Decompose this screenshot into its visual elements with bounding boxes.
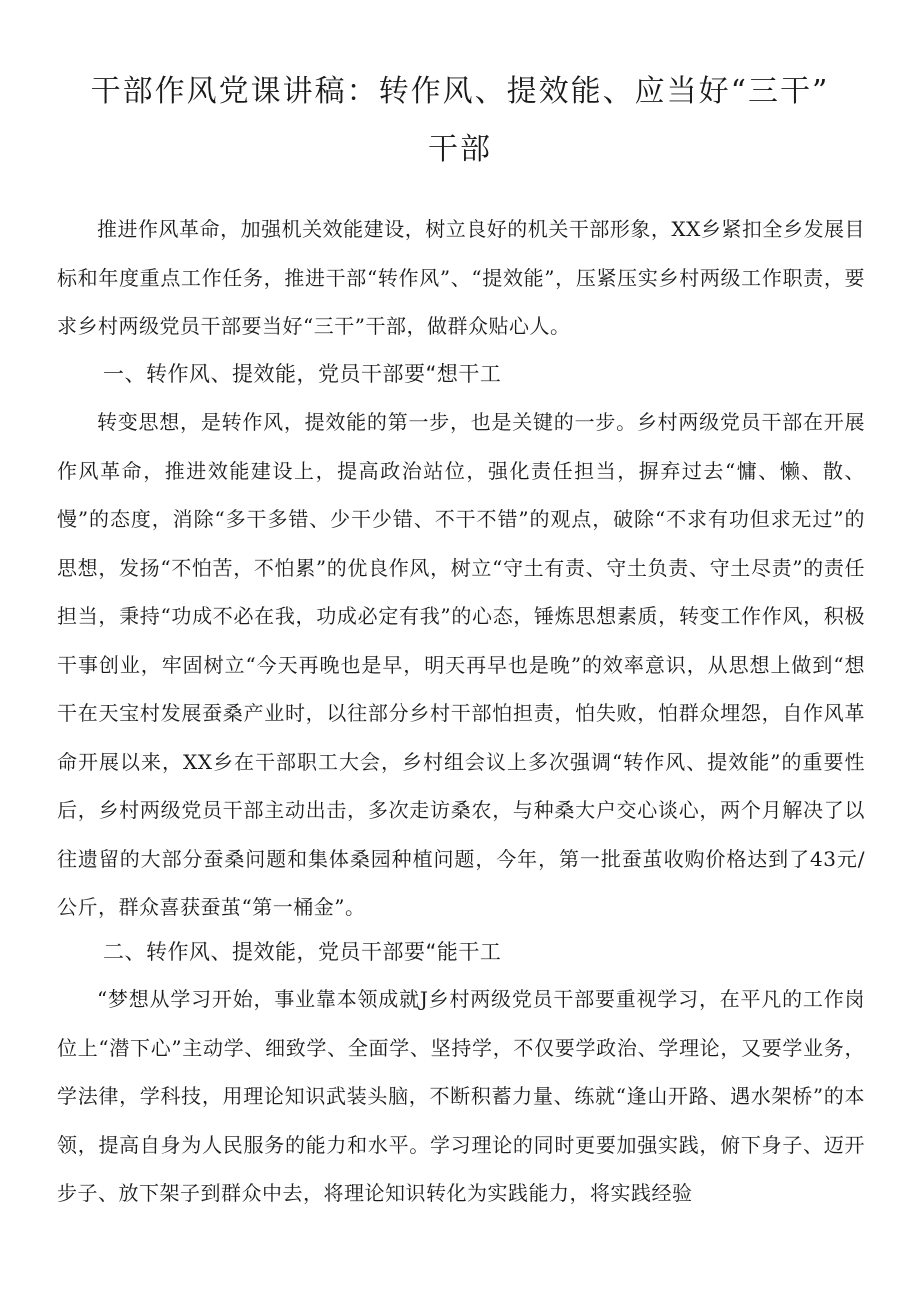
document-title-line1: 干部作风党课讲稿：转作风、提效能、应当好“三干”: [90, 74, 830, 109]
section2-heading: 二、转作风、提效能，党员干部要“能干工: [103, 940, 502, 964]
intro-paragraph: 推进作风革命，加强机关效能建设，树立良好的机关干部形象，XX乡紧扣全乡发展目标和年度重点工作任务，推进干部“转作风”、“提效能”，压紧压实乡村两级工作职责，要求乡村两级党员干部要当好“三干”干部，做群众贴心人。: [57, 217, 865, 338]
document-title-line2: 干部: [428, 132, 492, 167]
section1-heading: 一、转作风、提效能，党员干部要“想干工: [103, 362, 502, 386]
section2-paragraph: “梦想从学习开始，事业靠本领成就J乡村两级党员干部要重视学习，在平凡的工作岗位上“潜下心”主动学、细致学、全面学、坚持学，不仅要学政治、学理论，又要学业务，学法律，学科技，用理论知识武装头脑，不断积蓄力量、练就“逢山开路、遇水架桥”的本领，提高自身为人民服务的能力和水平。学习理论的同时更要加强实践，俯下身子、迈开步子、放下架子到群众中去，将理论知识转化为实践能力，将实践经验: [57, 987, 865, 1205]
section1-paragraph: 转变思想，是转作风，提效能的第一步，也是关键的一步。乡村两级党员干部在开展作风革命，推进效能建设上，提高政治站位，强化责任担当，摒弃过去“慵、懒、散、慢”的态度，消除“多干多错、少干少错、不干不错”的观点，破除“不求有功但求无过”的思想，发扬“不怕苦，不怕累”的优良作风，树立“守土有责、守土负责、守土尽责”的责任担当，秉持“功成不必在我，功成必定有我”的心态，锤炼思想素质，转变工作作风，积极干事创业，牢固树立“今天再晚也是早，明天再早也是晚”的效率意识，从思想上做到“想干在天宝村发展蚕桑产业时，以往部分乡村干部怕担责，怕失败，怕群众埋怨，自作风革命开展以来，XX乡在干部职工大会，乡村组会议上多次强调“转作风、提效能”的重要性后，乡村两级党员干部主动出击，多次走访桑农，与种桑大户交心谈心，两个月解决了以往遗留的大部分蚕桑问题和集体桑园种植问题，今年，第一批蚕茧收购价格达到了43元/公斤，群众喜获蚕茧“第一桶金”。: [57, 410, 865, 919]
